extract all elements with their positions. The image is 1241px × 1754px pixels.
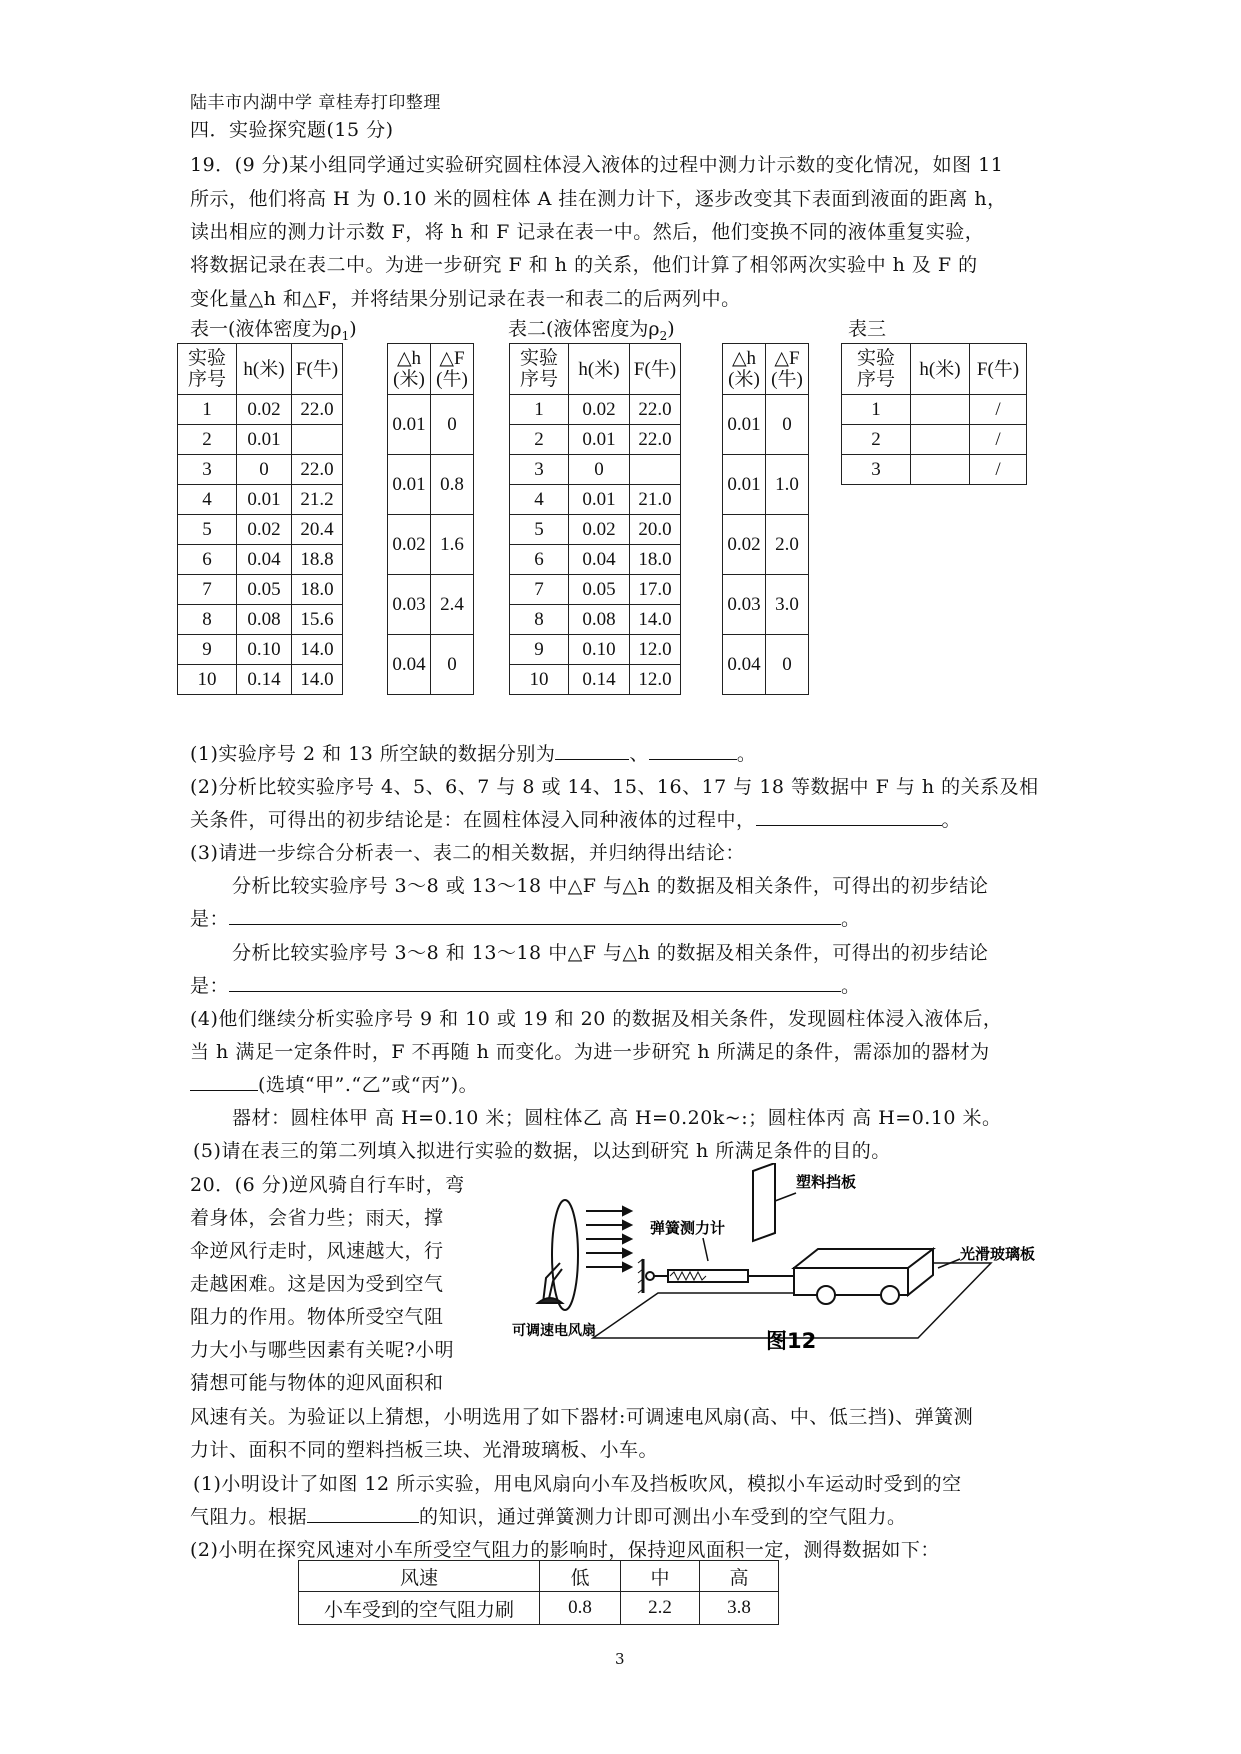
table-row (510, 635, 681, 665)
answer-blank-4[interactable] (229, 908, 841, 925)
table-row (178, 665, 343, 695)
table-cell: 17.0 (630, 575, 681, 605)
table-row (510, 485, 681, 515)
table-cell: 0.10 (569, 635, 630, 665)
q19-sub5: (5)请在表三的第二列填入拟进行实验的数据，以达到研究 h 所满足条件的目的。 (193, 1140, 891, 1162)
table-cell: 9 (510, 635, 569, 665)
table-cell: 2 (842, 425, 911, 455)
table-cell: 0.01 (569, 425, 630, 455)
figure-12 (498, 1163, 1053, 1363)
table-cell: 6 (510, 545, 569, 575)
table-row (178, 575, 343, 605)
table-cell: 20.4 (292, 515, 343, 545)
table-cell: 3 (842, 455, 911, 485)
delta-row (388, 455, 474, 515)
table-cell: 18.0 (630, 545, 681, 575)
answer-blank-1[interactable] (555, 743, 629, 760)
wind-row-label: 小车受到的空气阻力刷 (299, 1592, 540, 1625)
q19-sub4-line3: (选填“甲”.“乙”或“丙”)。 (190, 1070, 478, 1097)
table1-main (177, 343, 343, 695)
delta-cell: 0.04 (723, 635, 766, 695)
table-row (842, 455, 1027, 485)
delta-cell: 0.03 (388, 575, 431, 635)
header-cell: h(米) (569, 344, 630, 395)
table-row (510, 425, 681, 455)
table-cell: 12.0 (630, 635, 681, 665)
table-row (510, 575, 681, 605)
table-cell: 7 (510, 575, 569, 605)
q20-line-4: 走越困难。这是因为受到空气 (190, 1273, 444, 1295)
header-cell: F(牛) (630, 344, 681, 395)
table2-delta (722, 343, 809, 695)
q19-sub3-a: 分析比较实验序号 3～8 或 13～18 中△F 与△h 的数据及相关条件，可得出的初步结论 (232, 875, 989, 897)
table-cell: 22.0 (292, 455, 343, 485)
table-cell: / (970, 395, 1027, 425)
delta-cell: 0 (766, 395, 809, 455)
table-row (178, 545, 343, 575)
label-spring-scale: 弹簧测力计 (650, 1219, 726, 1237)
q19-sub3: (3)请进一步综合分析表一、表二的相关数据，并归纳得出结论： (190, 842, 745, 864)
table-cell: 0.04 (237, 545, 292, 575)
table-row (510, 515, 681, 545)
table-row (178, 605, 343, 635)
car-icon (794, 1249, 933, 1304)
q19-line-4: 将数据记录在表二中。为进一步研究 F 和 h 的关系，他们计算了相邻两次实验中 h 及 F 的 (190, 254, 978, 276)
table-cell: 3 (510, 455, 569, 485)
delta-cell: 2.4 (431, 575, 474, 635)
table-row (178, 395, 343, 425)
q20-line-1: 20．(6 分)逆风骑自行车时，弯 (190, 1174, 465, 1196)
table-cell: 15.6 (292, 605, 343, 635)
table-cell: 22.0 (292, 395, 343, 425)
table-cell: 1 (178, 395, 237, 425)
figure-caption: 图12 (766, 1329, 817, 1353)
table-row (178, 485, 343, 515)
delta-row (723, 575, 809, 635)
wind-header-mid: 中 (621, 1561, 700, 1592)
fan-icon (538, 1200, 578, 1310)
header-cell: F(牛) (292, 344, 343, 395)
table-row (842, 425, 1027, 455)
delta-row (723, 455, 809, 515)
delta-header-cell: △h (米) (388, 344, 431, 395)
q19-sub3-c: 分析比较实验序号 3～8 和 13～18 中△F 与△h 的数据及相关条件，可得出的初步结论 (232, 942, 989, 964)
table-cell: 5 (178, 515, 237, 545)
table-cell: 0.01 (237, 485, 292, 515)
table3 (841, 343, 1027, 485)
table1-caption: 表一(液体密度为$\rho_1$) (190, 318, 357, 343)
spring-scale-icon (654, 1270, 794, 1282)
q19-sub3-b: 是： 。 (190, 908, 861, 930)
q19-sub1: (1)实验序号 2 和 13 所空缺的数据分别为 、 。 (190, 743, 757, 765)
table-cell: 0.08 (237, 605, 292, 635)
header-cell: h(米) (237, 344, 292, 395)
table-cell: 8 (510, 605, 569, 635)
table-cell: 0.10 (237, 635, 292, 665)
table-cell: 2 (178, 425, 237, 455)
label-plastic-plate: 塑料挡板 (796, 1173, 857, 1191)
table-cell: 0.02 (569, 395, 630, 425)
header-cell: 实验 序号 (510, 344, 569, 395)
table-cell: 0.01 (237, 425, 292, 455)
wind-value-mid: 2.2 (621, 1592, 700, 1625)
delta-row (388, 575, 474, 635)
table-cell: 0.01 (569, 485, 630, 515)
q20-line-6: 力大小与哪些因素有关呢?小明 (190, 1339, 455, 1361)
q19-equipment: 器材：圆柱体甲 高 H=0.10 米；圆柱体乙 高 H=0.20k~:；圆柱体丙 高 H=0.10 米。 (232, 1107, 1002, 1129)
table2-caption: 表二(液体密度为$\rho_2$) (508, 318, 675, 343)
table-cell: 0.08 (569, 605, 630, 635)
table-cell (911, 425, 970, 455)
wind-value-low: 0.8 (540, 1592, 621, 1625)
delta-cell: 0.01 (388, 455, 431, 515)
wind-table (298, 1560, 779, 1625)
table-cell: 12.0 (630, 665, 681, 695)
table-cell: 10 (178, 665, 237, 695)
delta-row (388, 635, 474, 695)
q19-line-1: 19．(9 分)某小组同学通过实验研究圆柱体浸入液体的过程中测力计示数的变化情况，如图 11 (190, 154, 1004, 176)
table-cell: 1 (510, 395, 569, 425)
table-cell: 7 (178, 575, 237, 605)
delta-cell: 0.03 (723, 575, 766, 635)
page-header: 陆丰市内湖中学 章桂寿打印整理 (190, 93, 441, 113)
q19-sub4-line2: 当 h 满足一定条件时，F 不再随 h 而变化。为进一步研究 h 所满足的条件，需添加的器材为 (190, 1041, 990, 1063)
table-row (178, 425, 343, 455)
table-cell: / (970, 455, 1027, 485)
delta-cell: 0.01 (388, 395, 431, 455)
table-cell: 14.0 (292, 665, 343, 695)
table-cell: 9 (178, 635, 237, 665)
delta-cell: 0 (431, 395, 474, 455)
table-cell: 3 (178, 455, 237, 485)
delta-cell: 1.6 (431, 515, 474, 575)
table-cell: 1 (842, 395, 911, 425)
table-row (510, 455, 681, 485)
table-cell: 22.0 (630, 425, 681, 455)
wind-header-high: 高 (700, 1561, 779, 1592)
wind-arrows (586, 1207, 631, 1271)
answer-blank-2[interactable] (649, 743, 737, 760)
answer-blank-3[interactable] (756, 809, 942, 826)
table-row (510, 395, 681, 425)
table-cell: 0.04 (569, 545, 630, 575)
q19-sub3-d: 是： 。 (190, 975, 861, 997)
q20-line-2: 着身体，会省力些；雨天，撑 (190, 1207, 444, 1229)
delta-cell: 1.0 (766, 455, 809, 515)
header-cell: 实验 序号 (842, 344, 911, 395)
q19-sub2-line1: (2)分析比较实验序号 4、5、6、7 与 8 或 14、15、16、17 与 18 等数据中 F 与 h 的关系及相 (190, 776, 1039, 798)
q19-line-3: 读出相应的测力计示数 F，将 h 和 F 记录在表一中。然后，他们变换不同的液体重复实验， (190, 221, 985, 243)
table-row (510, 605, 681, 635)
q19-sub4-line1: (4)他们继续分析实验序号 9 和 10 或 19 和 20 的数据及相关条件，发现圆柱体浸入液体后， (190, 1008, 1003, 1030)
wall-mount (638, 1259, 654, 1293)
delta-header-cell: △F (牛) (766, 344, 809, 395)
table-cell: 8 (178, 605, 237, 635)
table2-main (509, 343, 681, 695)
table-cell: 4 (178, 485, 237, 515)
table-cell: 21.0 (630, 485, 681, 515)
delta-row (388, 395, 474, 455)
table-cell: 0.02 (237, 395, 292, 425)
q19-line-5: 变化量△h 和△F，并将结果分别记录在表一和表二的后两列中。 (190, 288, 741, 310)
plastic-plate (753, 1163, 775, 1241)
table-cell: 4 (510, 485, 569, 515)
delta-cell: 0.01 (723, 455, 766, 515)
q20-line-3: 伞逆风行走时，风速越大，行 (190, 1240, 444, 1262)
table-cell: 5 (510, 515, 569, 545)
table-cell (292, 425, 343, 455)
table-cell: 0 (569, 455, 630, 485)
wind-value-high: 3.8 (700, 1592, 779, 1625)
wind-header-label: 风速 (299, 1561, 540, 1592)
table-cell: 14.0 (292, 635, 343, 665)
table-cell: 0.05 (237, 575, 292, 605)
delta-cell: 0 (431, 635, 474, 695)
table-cell: 2 (510, 425, 569, 455)
table3-caption: 表三 (848, 318, 887, 340)
section-title: 四．实验探究题(15 分) (190, 119, 394, 141)
q19-sub2-line2: 关条件，可得出的初步结论是：在圆柱体浸入同种液体的过程中， 。 (190, 809, 962, 831)
table-cell: 21.2 (292, 485, 343, 515)
delta-cell: 0 (766, 635, 809, 695)
table-cell: 18.0 (292, 575, 343, 605)
wind-header-low: 低 (540, 1561, 621, 1592)
delta-cell: 0.02 (388, 515, 431, 575)
delta-cell: 0.02 (723, 515, 766, 575)
table-cell (630, 455, 681, 485)
table-row (510, 545, 681, 575)
table-cell: 10 (510, 665, 569, 695)
answer-blank-6[interactable] (190, 1074, 258, 1091)
table-cell: 0.14 (569, 665, 630, 695)
q20-line-9: 力计、面积不同的塑料挡板三块、光滑玻璃板、小车。 (190, 1439, 659, 1461)
table-cell: 20.0 (630, 515, 681, 545)
table-row (178, 635, 343, 665)
delta-cell: 2.0 (766, 515, 809, 575)
answer-blank-7[interactable] (307, 1506, 419, 1523)
q20-line-8: 风速有关。为验证以上猜想，小明选用了如下器材:可调速电风扇(高、中、低三挡)、弹簧测 (190, 1406, 974, 1428)
q20-sub1-line2: 气阻力。根据 的知识，通过弹簧测力计即可测出小车受到的空气阻力。 (190, 1506, 907, 1528)
table-cell: 0.02 (237, 515, 292, 545)
table-row (842, 395, 1027, 425)
table-cell: 14.0 (630, 605, 681, 635)
delta-cell: 0.04 (388, 635, 431, 695)
table-cell: 22.0 (630, 395, 681, 425)
header-cell: h(米) (911, 344, 970, 395)
table-cell: 18.8 (292, 545, 343, 575)
table-row (178, 455, 343, 485)
table-cell: 6 (178, 545, 237, 575)
delta-header-cell: △F (牛) (431, 344, 474, 395)
delta-cell: 0.8 (431, 455, 474, 515)
table-cell: 0 (237, 455, 292, 485)
table-cell: / (970, 425, 1027, 455)
table-cell (911, 455, 970, 485)
delta-row (388, 515, 474, 575)
delta-row (723, 635, 809, 695)
table-cell: 0.05 (569, 575, 630, 605)
table-row (178, 515, 343, 545)
label-glass-plate: 光滑玻璃板 (960, 1245, 1036, 1263)
label-fan: 可调速电风扇 (512, 1323, 596, 1339)
table-row (510, 665, 681, 695)
page-number: 3 (615, 1650, 625, 1668)
q20-sub1-line1: (1)小明设计了如图 12 所示实验，用电风扇向小车及挡板吹风，模拟小车运动时受到的空 (193, 1473, 962, 1495)
table-cell (911, 395, 970, 425)
header-cell: 实验 序号 (178, 344, 237, 395)
delta-cell: 0.01 (723, 395, 766, 455)
delta-row (723, 515, 809, 575)
q20-line-7: 猜想可能与物体的迎风面积和 (190, 1372, 444, 1394)
table-cell: 0.02 (569, 515, 630, 545)
delta-row (723, 395, 809, 455)
q20-line-5: 阻力的作用。物体所受空气阻 (190, 1306, 444, 1328)
answer-blank-5[interactable] (229, 975, 841, 992)
q19-line-2: 所示，他们将高 H 为 0.10 米的圆柱体 A 挂在测力计下，逐步改变其下表面到液面的距离 h， (190, 188, 1007, 210)
table1-delta (387, 343, 474, 695)
delta-header-cell: △h (米) (723, 344, 766, 395)
header-cell: F(牛) (970, 344, 1027, 395)
q20-sub2: (2)小明在探究风速对小车所受空气阻力的影响时，保持迎风面积一定，测得数据如下： (190, 1539, 940, 1561)
table-cell: 0.14 (237, 665, 292, 695)
delta-cell: 3.0 (766, 575, 809, 635)
